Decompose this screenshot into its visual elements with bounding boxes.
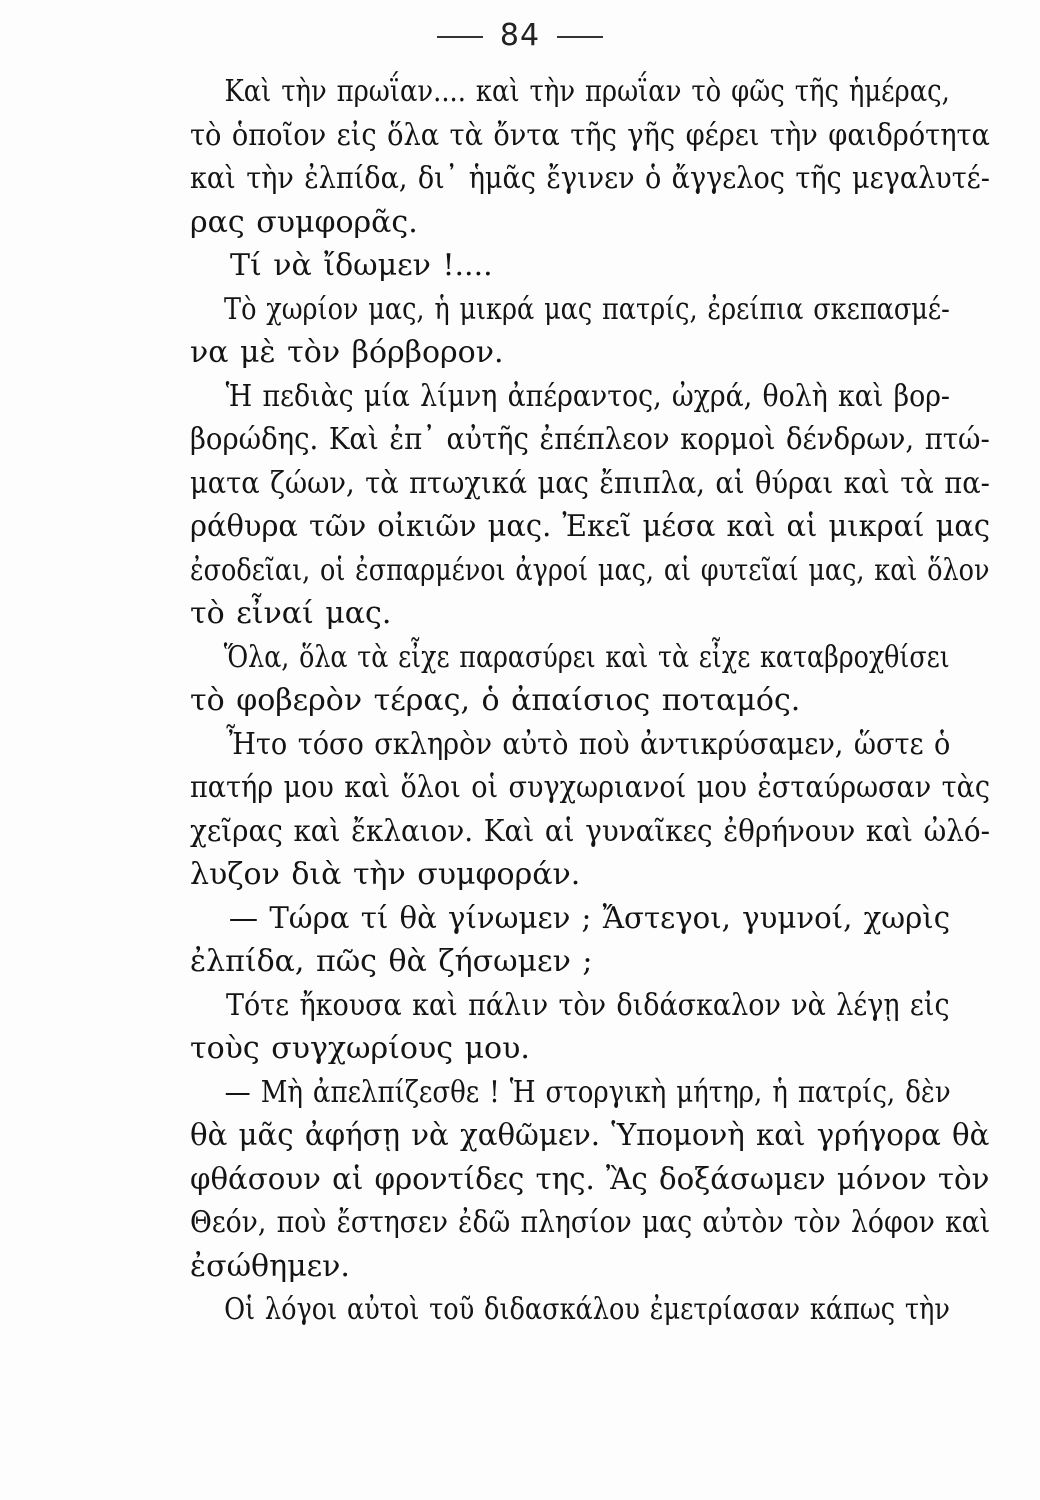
text-line: Ἡ πεδιὰς μία λίμνη ἀπέραντος, ὠχρά, θολὴ καὶ βορ- [225,378,950,414]
text-line: ἐσώθημεν. [190,1248,350,1284]
text-line: ρας συμφορᾶς. [190,204,418,240]
text-line: ράθυρα τῶν οἰκιῶν μας. Ἐκεῖ μέσα καὶ αἱ μικραί μας [190,509,991,544]
text-line: ἐλπίδα, πῶς θὰ ζήσωμεν ; [190,944,593,979]
text-line: Ἦτο τόσο σκληρὸν αὐτὸ ποὺ ἀντικρύσαμεν, ὥστε ὁ [226,726,951,762]
text-line: Θεόν, ποὺ ἔστησεν ἐδῶ πλησίον μας αὐτὸν τὸν λόφον καὶ [190,1205,991,1240]
text-line: Τί νὰ ἴδωμεν !.... [230,248,493,283]
text-line: καὶ τὴν ἐλπίδα, δι᾽ ἡμᾶς ἔγινεν ὁ ἄγγελος τῆς μεγαλυτέ- [190,161,990,196]
text-line: να μὲ τὸν βόρβορον. [190,335,504,370]
text-line: φθάσουν αἱ φροντίδες της. Ἂς δοξάσωμεν μόνον τὸν [190,1161,990,1197]
text-line: τὸ εἶναί μας. [190,596,392,631]
text-line: τὸ φοβερὸν τέρας, ὁ ἀπαίσιος ποταμός. [190,683,801,718]
text-line: λυζον διὰ τὴν συμφοράν. [190,857,581,892]
text-line: — Τώρα τί θὰ γίνωμεν ; Ἄστεγοι, γυμνοί, χωρὶς [228,900,951,936]
text-line: ματα ζώων, τὰ πτωχικά μας ἔπιπλα, αἱ θύραι καὶ τὰ πα- [190,465,990,501]
text-line: Οἱ λόγοι αὐτοὶ τοῦ διδασκάλου ἐμετρίασαν κάπως τὴν [224,1292,950,1327]
text-line: Ὅλα, ὅλα τὰ εἶχε παρασύρει καὶ τὰ εἶχε καταβροχθίσει [223,639,950,675]
text-line: Καὶ τὴν πρωΐαν.... καὶ τὴν πρωΐαν τὸ φῶς τῆς ἡμέρας, [224,74,950,109]
text-line: πατήρ μου καὶ ὅλοι οἱ συγχωριανοί μου ἐσταύρωσαν τὰς [190,770,991,805]
text-line: ἐσοδεῖαι, οἱ ἐσπαρμένοι ἀγροί μας, αἱ φυτεῖαί μας, καὶ ὅλον [190,552,990,588]
text-line: — Μὴ ἀπελπίζεσθε ! Ἡ στοργικὴ μήτηρ, ἡ πατρίς, δὲν [224,1074,951,1110]
text-line: Τὸ χωρίον μας, ἡ μικρά μας πατρίς, ἐρείπια σκεπασμέ- [224,291,950,327]
text-line: τοὺς συγχωρίους μου. [190,1031,530,1066]
page-number-value: 84 [499,18,541,53]
page-number [0,18,1040,53]
text-line: τὸ ὁποῖον εἰς ὅλα τὰ ὄντα τῆς γῆς φέρει τὴν φαιδρότητα [190,117,990,153]
text-line: βορώδης. Καὶ ἐπ᾽ αὐτῆς ἐπέπλεον κορμοὶ δένδρων, πτώ- [190,422,990,457]
text-line: θὰ μᾶς ἀφήσῃ νὰ χαθῶμεν. Ὑπομονὴ καὶ γρήγορα θὰ [190,1118,990,1153]
text-line: χεῖρας καὶ ἔκλαιον. Καὶ αἱ γυναῖκες ἐθρήνουν καὶ ὠλό- [190,813,991,849]
body-text [190,70,1010,1332]
text-line: Τότε ἤκουσα καὶ πάλιν τὸν διδάσκαλον νὰ λέγῃ εἰς [225,987,950,1023]
